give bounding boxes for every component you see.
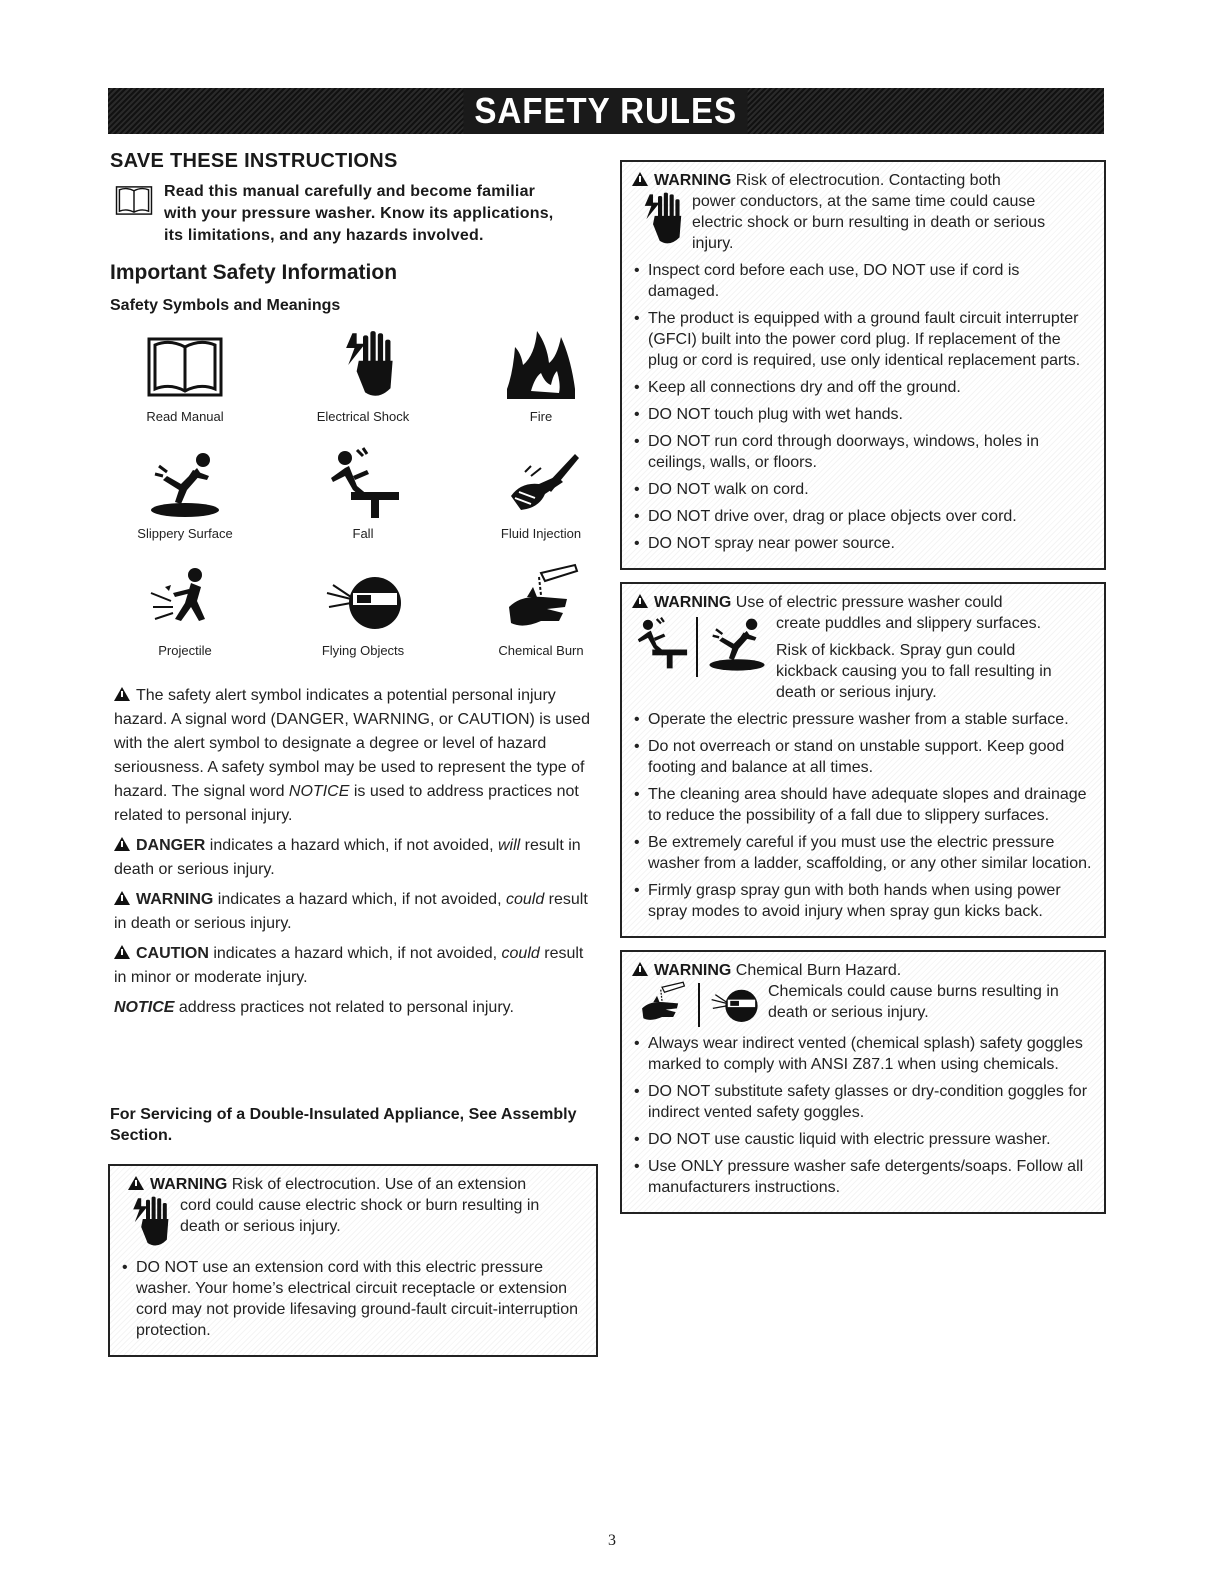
warning-line: electric shock or burn resulting in death or serious: [692, 214, 1046, 231]
warning-word: WARNING: [136, 891, 214, 908]
bullet-list: [632, 709, 1094, 922]
safety-alert-icon: [128, 1176, 144, 1190]
bullet-list: [632, 1033, 1094, 1198]
caution-emphasis: could: [501, 945, 540, 962]
alert-symbol-explanation: [114, 684, 598, 828]
intro-text: [164, 181, 553, 247]
symbols-grid: [110, 329, 598, 658]
warning-line: Use of electric pressure washer could: [735, 594, 1003, 611]
safety-alert-icon: [114, 945, 130, 959]
title-banner: [108, 88, 1104, 134]
servicing-heading: For Servicing of a Double-Insulated Appliance, See Assembly Section.: [110, 1106, 577, 1144]
safety-alert-icon: [632, 962, 648, 976]
bullet-item: • DO NOT spray near power source.: [632, 533, 1094, 554]
warning-box-chemical: [620, 950, 1106, 1214]
bullet-item: • Always wear indirect vented (chemical splash) safety goggles marked to comply with ANSI Z87.1 when using chemicals.: [632, 1033, 1094, 1075]
save-instructions-heading: SAVE THESE INSTRUCTIONS: [110, 150, 398, 172]
warning-line: power conductors, at the same time could cause: [692, 193, 1036, 210]
symbol-chemical-burn: [466, 563, 616, 658]
slippery-surface-icon: [704, 613, 770, 673]
safety-alert-icon: [632, 172, 648, 186]
bullet-item: • DO NOT run cord through doorways, windows, holes in ceilings, walls, or floors.: [632, 431, 1094, 473]
warning-header: [120, 1174, 586, 1251]
warning-label: WARNING: [654, 172, 732, 189]
bullet-item: • DO NOT walk on cord.: [632, 479, 1094, 500]
warning-line: Risk of electrocution. Contacting both: [735, 172, 1001, 189]
bullet-item: • The product is equipped with a ground fault circuit interrupter (GFCI) built into the power cord plug. If replacement of the plug or cord is required, use only identical replacement parts.: [632, 308, 1094, 371]
warning-emphasis: could: [505, 891, 545, 908]
caution-text: indicates a hazard which, if not avoided,: [213, 945, 498, 962]
bullet-item: • Be extremely careful if you must use the electric pressure washer from a ladder, scaffolding, or any other similar location.: [632, 832, 1094, 874]
electrical-shock-icon: [323, 329, 403, 403]
symbols-heading: Safety Symbols and Meanings: [110, 297, 341, 314]
chemical-burn-icon: [501, 563, 581, 637]
bullet-item: • Do not overreach or stand on unstable support. Keep good footing and balance at all times.: [632, 736, 1094, 778]
danger-word: DANGER: [136, 837, 206, 854]
warning-line: cord could cause electric shock or burn resulting in: [180, 1197, 540, 1214]
caution-word: CAUTION: [136, 945, 209, 962]
warning-line: Chemicals could cause burns resulting in: [768, 983, 1059, 1000]
electrical-shock-icon: [120, 1195, 172, 1251]
bullet-list: [632, 260, 1094, 554]
bullet-item: • The cleaning area should have adequate slopes and drainage to reduce the possibility of a fall due to slippery surfaces.: [632, 784, 1094, 826]
intro-line: its limitations, and any hazards involved.: [164, 227, 484, 244]
bullet-item: • DO NOT touch plug with wet hands.: [632, 404, 1094, 425]
intro-block: [108, 181, 598, 247]
symbol-flying-objects: [288, 563, 438, 658]
warning-text: indicates a hazard which, if not avoided,: [217, 891, 502, 908]
bullet-item: • DO NOT drive over, drag or place objects over cord.: [632, 506, 1094, 527]
right-column: [620, 160, 1106, 1214]
danger-emphasis: will: [497, 837, 521, 854]
symbol-slippery-surface: [110, 446, 260, 541]
warning-box-slippery: [620, 582, 1106, 938]
fire-icon: [501, 329, 581, 403]
caution-text-end: result in minor or moderate injury.: [114, 945, 584, 986]
notice-word: NOTICE: [288, 783, 350, 800]
warning-line: death or serious injury.: [768, 1004, 929, 1021]
intro-line: Read this manual carefully and become familiar: [164, 183, 536, 200]
symbol-read-manual: [110, 329, 260, 424]
symbol-fluid-injection: [466, 446, 616, 541]
bullet-item: • DO NOT use an extension cord with this electric pressure washer. Your home’s electrical circuit receptacle or extension cord may not provide lifesaving ground-fault circuit-interruption protection.: [120, 1257, 586, 1341]
safety-alert-icon: [114, 891, 130, 905]
explain-text: The safety alert symbol indicates a potential personal injury hazard. A signal word (DANGER, WARNING, or CAUTION) is used with the alert symbol to designate a degree or level of hazard seriousness. A safety symbol may be used to represent the type of hazard. The signal word: [114, 687, 590, 800]
fluid-injection-icon: [501, 446, 581, 520]
caution-definition: [114, 942, 598, 990]
symbol-label: Flying Objects: [321, 643, 405, 658]
bullet-item: • Operate the electric pressure washer from a stable surface.: [632, 709, 1094, 730]
symbol-electrical-shock: [288, 329, 438, 424]
danger-text-end: result in death or serious injury.: [114, 837, 581, 878]
icon-divider: [698, 983, 700, 1027]
bullet-item: • Firmly grasp spray gun with both hands when using power spray modes to avoid injury when spray gun kicks back.: [632, 880, 1094, 922]
symbol-label: Projectile: [158, 643, 212, 658]
slippery-surface-icon: [145, 446, 225, 520]
page-number: 3: [608, 1532, 616, 1549]
safety-alert-icon: [114, 687, 130, 701]
bullet-list: [120, 1257, 586, 1341]
warning-line: injury.: [692, 235, 734, 252]
explain-text: is used to address practices not related to personal injury.: [114, 783, 579, 824]
symbol-label: Fire: [529, 409, 553, 424]
symbol-label: Chemical Burn: [498, 643, 584, 658]
bullet-item: • DO NOT use caustic liquid with electric pressure washer.: [632, 1129, 1094, 1150]
read-manual-icon: [112, 183, 156, 217]
danger-definition: [114, 834, 598, 882]
safety-alert-icon: [114, 837, 130, 851]
flying-objects-icon: [323, 563, 403, 637]
important-heading: Important Safety Information: [110, 261, 398, 284]
bullet-item: • Keep all connections dry and off the ground.: [632, 377, 1094, 398]
danger-text: indicates a hazard which, if not avoided,: [209, 837, 494, 854]
symbol-label: Read Manual: [146, 409, 224, 424]
projectile-icon: [145, 563, 225, 637]
left-column: [108, 150, 598, 1357]
warning-definition: [114, 888, 598, 936]
warning-label: WARNING: [654, 962, 732, 979]
notice-text: address practices not related to personal injury.: [178, 999, 514, 1016]
symbol-fall: [288, 446, 438, 541]
warning-line: Risk of kickback. Spray gun could: [776, 642, 1016, 659]
fall-icon: [323, 446, 403, 520]
warning-line: kickback causing you to fall resulting in: [776, 663, 1052, 680]
chemical-burn-icon: [632, 981, 692, 1027]
icon-divider: [696, 617, 698, 677]
page-title: SAFETY RULES: [464, 88, 749, 134]
bullet-item: • DO NOT substitute safety glasses or dry-condition goggles for indirect vented safety goggles.: [632, 1081, 1094, 1123]
bullet-item: • Inspect cord before each use, DO NOT use if cord is damaged.: [632, 260, 1094, 302]
warning-box-electrocution: [620, 160, 1106, 570]
warning-box-extension-cord: [108, 1164, 598, 1357]
symbol-label: Electrical Shock: [316, 409, 410, 424]
electrical-shock-icon: [632, 191, 684, 249]
fall-icon: [632, 613, 690, 673]
notice-word: NOTICE: [114, 999, 175, 1016]
intro-line: with your pressure washer. Know its applications,: [164, 205, 554, 222]
symbol-label: Slippery Surface: [137, 526, 233, 541]
warning-label: WARNING: [654, 594, 732, 611]
symbol-label: Fall: [352, 526, 374, 541]
safety-alert-icon: [632, 594, 648, 608]
warning-line: death or serious injury.: [776, 684, 937, 701]
bullet-item: • Use ONLY pressure washer safe detergents/soaps. Follow all manufacturers instructions.: [632, 1156, 1094, 1198]
symbol-projectile: [110, 563, 260, 658]
notice-definition: [114, 996, 598, 1020]
warning-text-end: result in death or serious injury.: [114, 891, 588, 932]
symbol-fire: [466, 329, 616, 424]
warning-label: WARNING: [150, 1176, 228, 1193]
warning-line: death or serious injury.: [180, 1218, 341, 1235]
flying-objects-icon: [706, 981, 762, 1027]
warning-line: Chemical Burn Hazard.: [735, 962, 902, 979]
read-manual-icon: [145, 329, 225, 403]
warning-line: create puddles and slippery surfaces.: [776, 615, 1042, 632]
symbol-label: Fluid Injection: [500, 526, 582, 541]
warning-line: Risk of electrocution. Use of an extension: [231, 1176, 527, 1193]
